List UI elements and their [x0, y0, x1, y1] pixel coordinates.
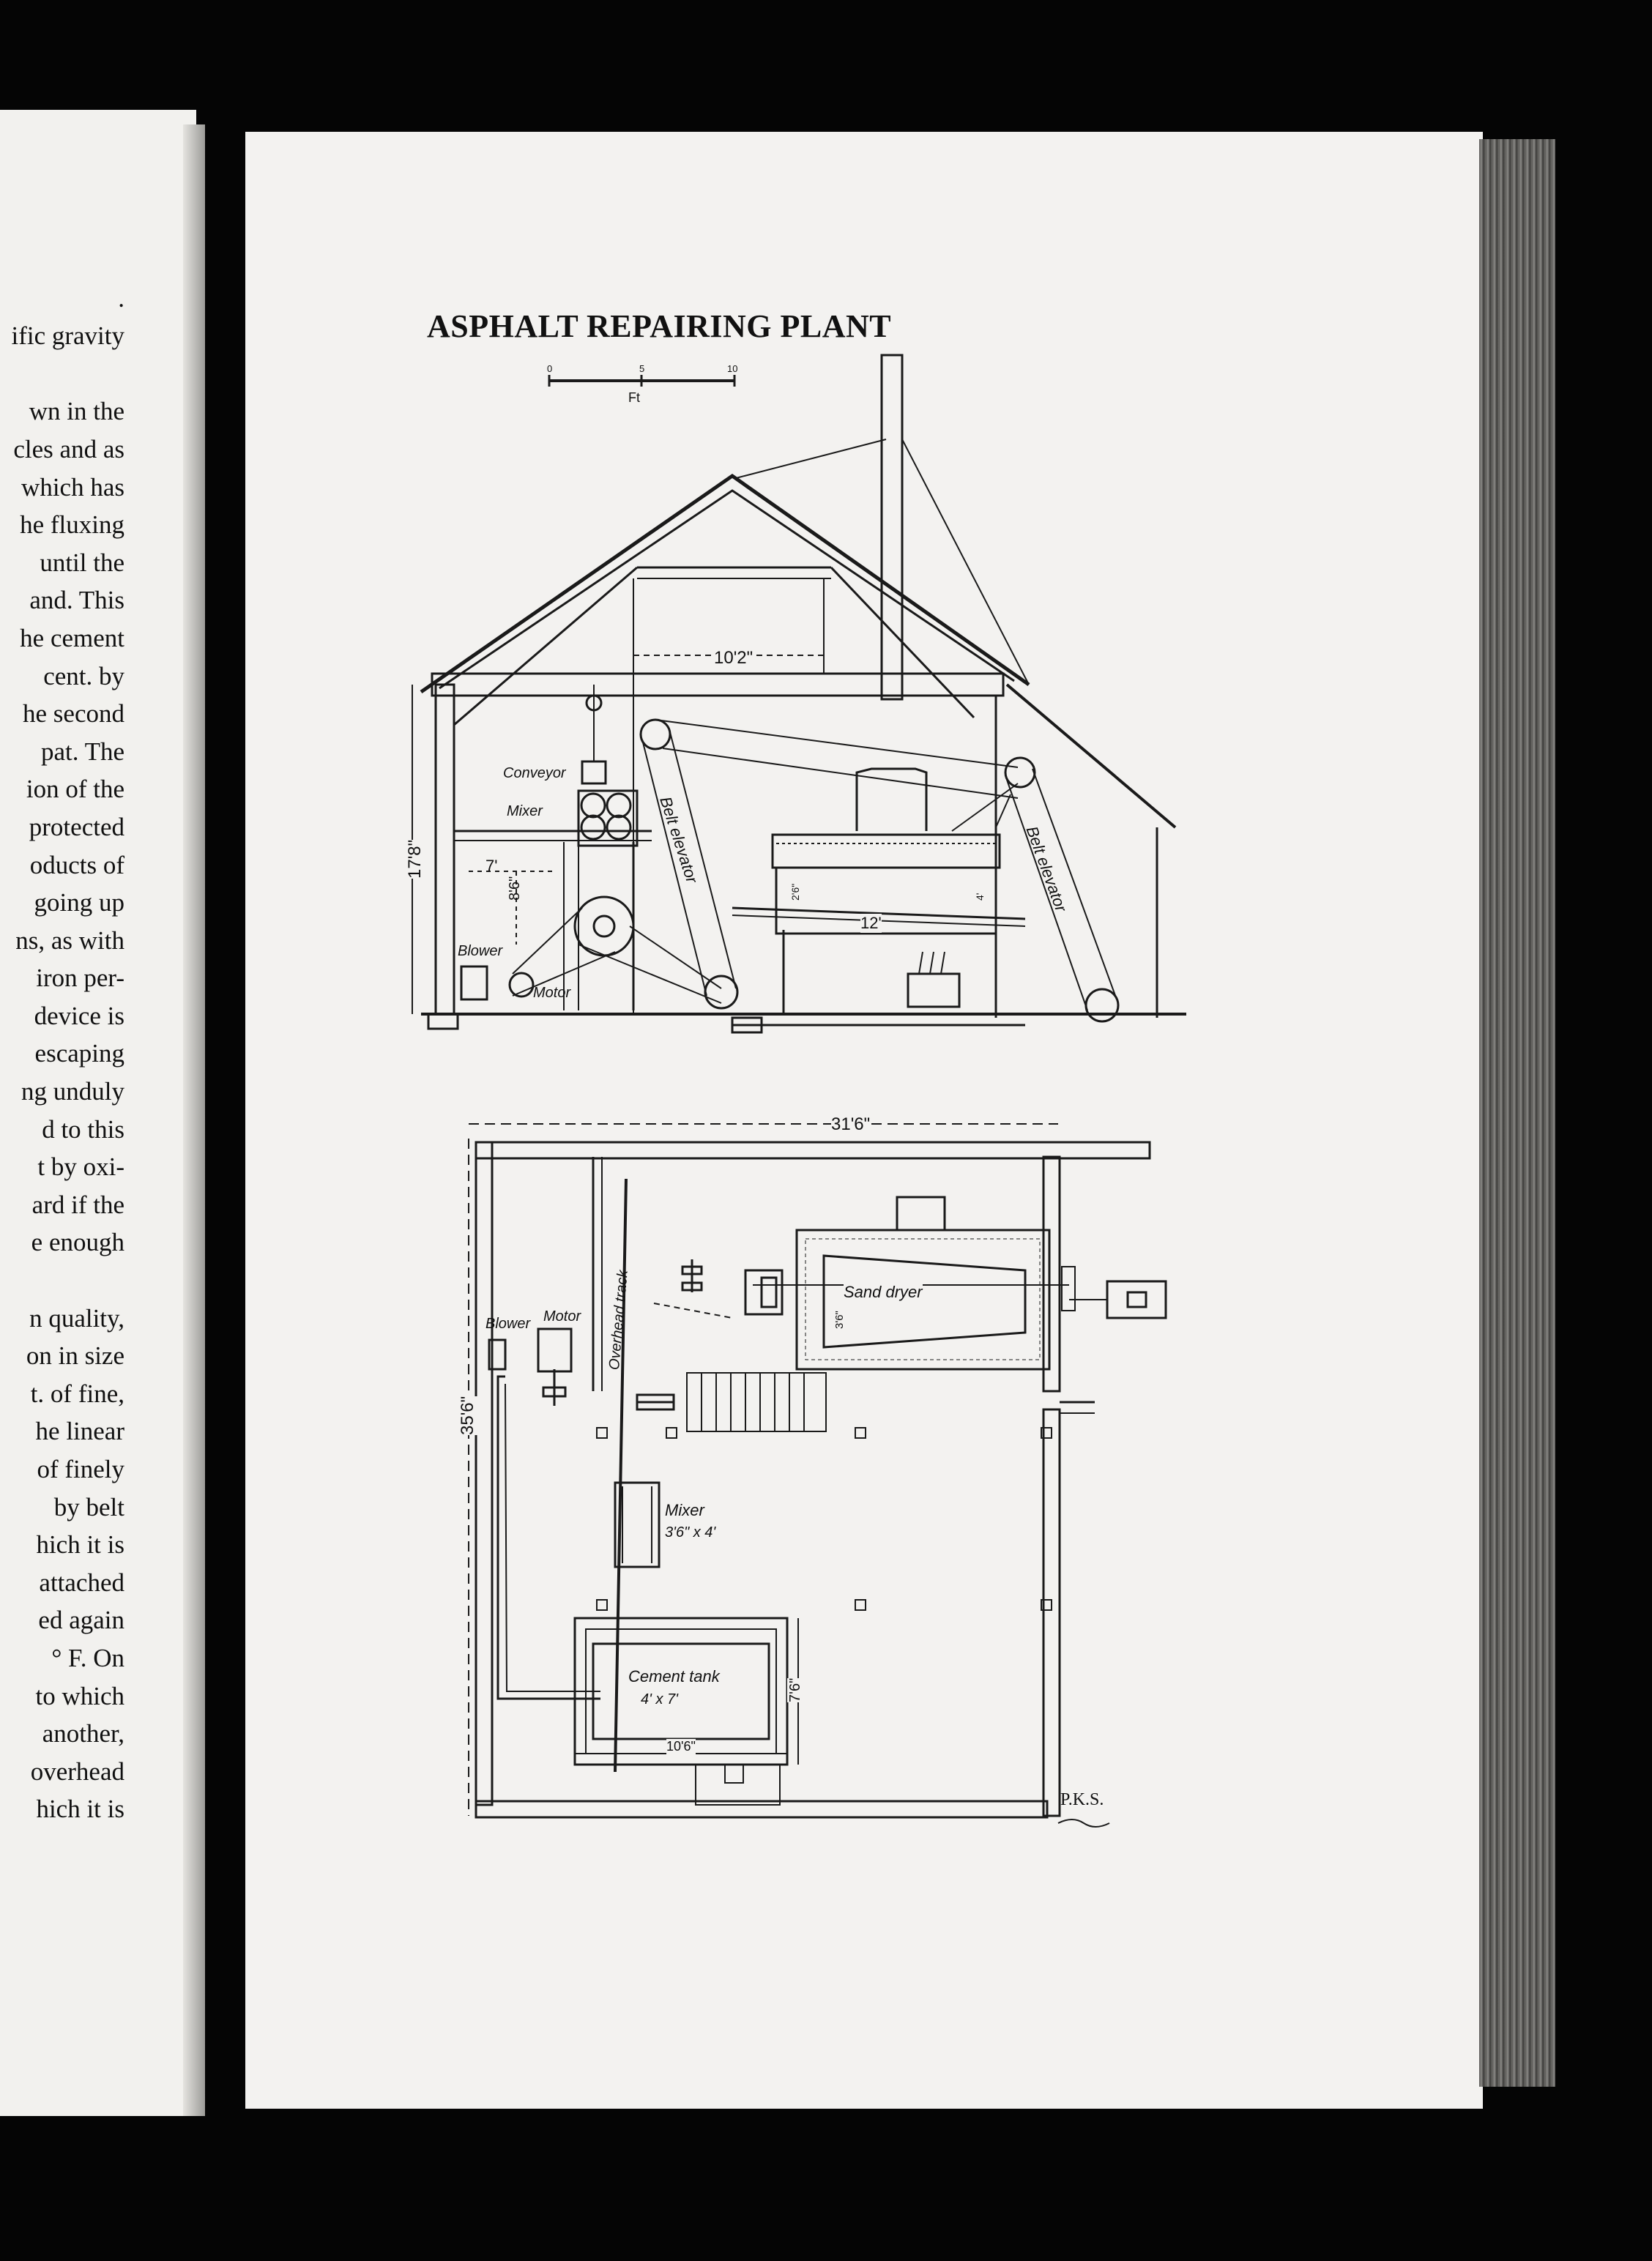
left-page-line: he second — [23, 699, 124, 729]
left-page-line: he fluxing — [20, 510, 124, 540]
elev-conveyor-label: Conveyor — [503, 765, 566, 781]
plan-mixer-size: 3'6" x 4' — [665, 1524, 716, 1541]
left-page-line: n quality, — [29, 1303, 124, 1333]
elev-belt-elevator-left-label: Belt elevator — [656, 794, 702, 886]
left-page-line: ° F. On — [51, 1643, 124, 1672]
drawing-initials: P.K.S. — [1060, 1790, 1104, 1809]
scale-tick-10: 10 — [727, 363, 738, 374]
plan-width-dim: 31'6" — [831, 1114, 871, 1134]
elev-span-dim: 10'2" — [714, 648, 754, 668]
left-page-line: another, — [42, 1719, 124, 1748]
left-page-line: device is — [34, 1001, 124, 1030]
left-page-line: attached — [39, 1568, 124, 1597]
plan-view — [469, 1124, 1166, 1817]
left-page-line: by belt — [53, 1492, 124, 1521]
left-page-line: . — [118, 283, 124, 313]
scale-tick-0: 0 — [547, 363, 553, 374]
left-page-line: hich it is — [36, 1795, 124, 1824]
plan-mixer-label: Mixer — [665, 1501, 704, 1519]
left-page-line: pat. The — [40, 737, 124, 766]
left-page-line: cent. by — [43, 661, 124, 690]
plan-overhead-track-label: Overhead track — [606, 1269, 631, 1371]
left-page-line: wn in the — [29, 397, 124, 426]
left-page-line: of finely — [37, 1455, 124, 1483]
elev-height-dim: 17'8" — [405, 839, 425, 879]
plan-depth-dim: 35'6" — [458, 1396, 477, 1435]
plan-tank-side-dim: 7'6" — [787, 1677, 803, 1702]
left-page-line: escaping — [34, 1039, 124, 1068]
left-page-line: to which — [35, 1681, 124, 1710]
left-page-line: hich it is — [36, 1530, 124, 1560]
left-page-line: ng unduly — [21, 1077, 124, 1106]
plate-title: ASPHALT REPAIRING PLANT — [427, 308, 892, 344]
scale-unit: Ft — [628, 390, 640, 405]
left-page-line: ns, as with — [15, 925, 124, 955]
elev-12ft-dim: 12' — [860, 914, 882, 932]
elev-8ft6-dim: 8'6" — [507, 876, 523, 901]
left-page-line: protected — [29, 812, 124, 841]
plan-cement-tank-label: Cement tank — [628, 1667, 720, 1685]
plan-motor-label: Motor — [543, 1308, 581, 1325]
elevation-view — [412, 355, 1186, 1032]
left-page-line: iron per- — [36, 964, 124, 993]
scale-tick-5: 5 — [639, 363, 645, 374]
left-page-line: d to this — [42, 1114, 124, 1144]
left-page-line: and. This — [29, 586, 124, 615]
plan-sand-dryer-label: Sand dryer — [844, 1283, 923, 1301]
elev-small-dim-b: 4' — [974, 893, 986, 901]
left-page-line: ed again — [38, 1606, 124, 1635]
left-page-line: ific gravity — [11, 321, 124, 351]
left-page-line: he cement — [20, 623, 124, 652]
elev-small-dim-a: 2'6" — [789, 883, 801, 901]
left-page-line: t. of fine, — [30, 1379, 124, 1408]
left-page-line: which has — [21, 472, 124, 502]
left-page-line: e enough — [31, 1228, 124, 1257]
left-page-line: oducts of — [29, 850, 124, 879]
left-page-line: until the — [40, 548, 124, 577]
plan-tank-bottom-dim: 10'6" — [666, 1739, 696, 1754]
left-page-line: cles and as — [13, 434, 124, 463]
left-page-line: going up — [34, 888, 124, 917]
plan-dryer-small-dim: 3'6" — [833, 1311, 846, 1329]
left-page-line: t by oxi- — [37, 1152, 124, 1182]
plan-blower-label: Blower — [485, 1316, 531, 1332]
left-page-line: on in size — [26, 1341, 124, 1371]
left-page-line: ard if the — [31, 1190, 124, 1219]
elev-belt-elevator-right-label: Belt elevator — [1022, 824, 1071, 915]
left-page-line: overhead — [30, 1757, 124, 1786]
elev-motor-label: Motor — [533, 985, 571, 1001]
left-page-line: he linear — [35, 1417, 124, 1446]
plan-cement-tank-size: 4' x 7' — [641, 1691, 678, 1707]
elev-blower-label: Blower — [458, 943, 503, 959]
left-page-line: ion of the — [26, 775, 124, 804]
elev-7ft-dim: 7' — [485, 857, 498, 875]
elev-mixer-label: Mixer — [507, 803, 543, 819]
